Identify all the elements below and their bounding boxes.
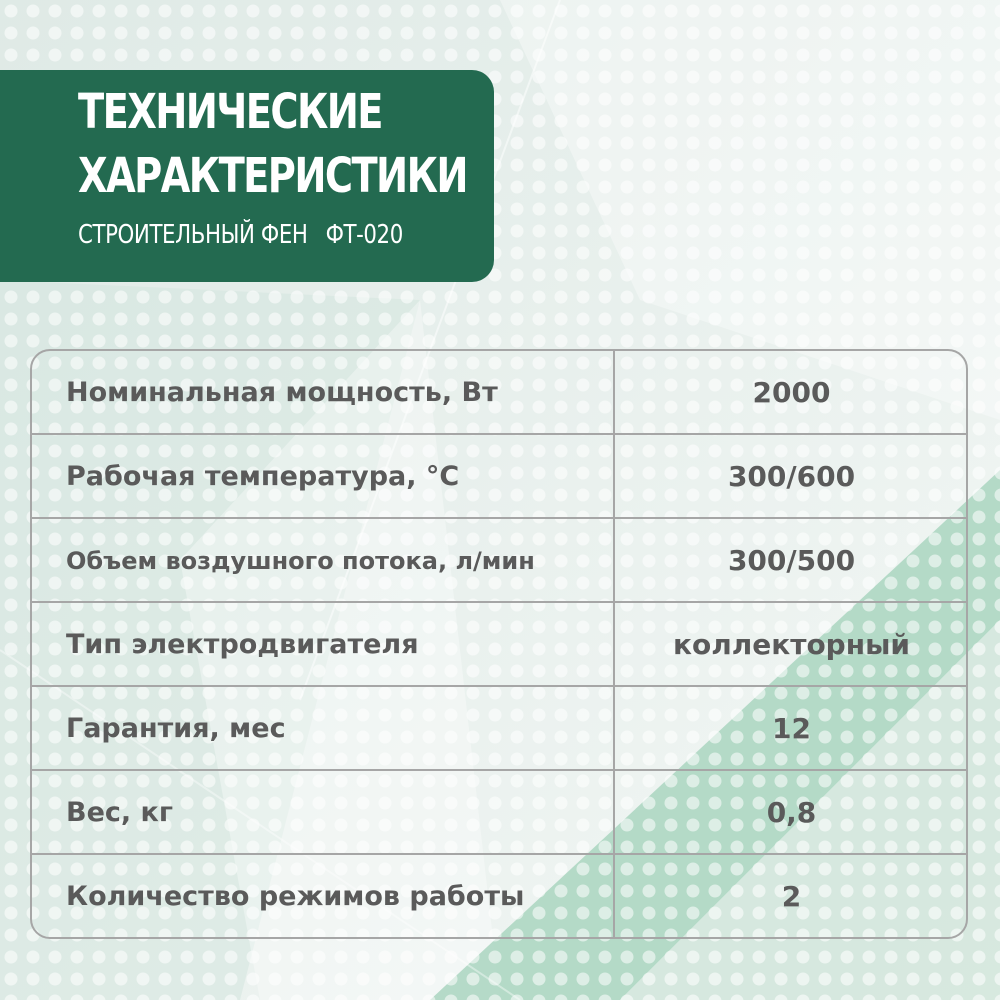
table-row xyxy=(32,435,966,519)
spec-value: 300/600 xyxy=(727,460,856,493)
spec-value: 0,8 xyxy=(766,796,817,829)
table-row xyxy=(32,771,966,855)
spec-value: 2000 xyxy=(752,376,831,409)
spec-value: 300/500 xyxy=(727,544,856,577)
spec-value: 2 xyxy=(781,880,802,913)
spec-name: Вес, кг xyxy=(66,797,173,828)
table-row xyxy=(32,603,966,687)
page-title-line-2: ХАРАКТЕРИСТИКИ xyxy=(78,148,467,204)
table-row xyxy=(32,351,966,435)
page-title-line-1: ТЕХНИЧЕСКИЕ xyxy=(78,84,382,140)
spec-name: Гарантия, мес xyxy=(66,713,286,744)
header-panel xyxy=(0,70,494,282)
spec-value: коллекторный xyxy=(672,628,911,661)
spec-value: 12 xyxy=(772,712,811,745)
product-type: СТРОИТЕЛЬНЫЙ ФЕН xyxy=(78,220,308,250)
product-model: ФТ-020 xyxy=(325,220,403,250)
table-row xyxy=(32,687,966,771)
product-subtitle xyxy=(78,220,403,250)
spec-name: Рабочая температура, °С xyxy=(66,461,460,492)
spec-name: Тип электродвигателя xyxy=(66,629,419,660)
spec-name: Количество режимов работы xyxy=(66,881,525,912)
spec-name: Номинальная мощность, Вт xyxy=(66,377,498,408)
spec-name: Объем воздушного потока, л/мин xyxy=(66,547,535,575)
table-row xyxy=(32,519,966,603)
spec-table xyxy=(30,349,968,939)
table-row xyxy=(32,855,966,939)
